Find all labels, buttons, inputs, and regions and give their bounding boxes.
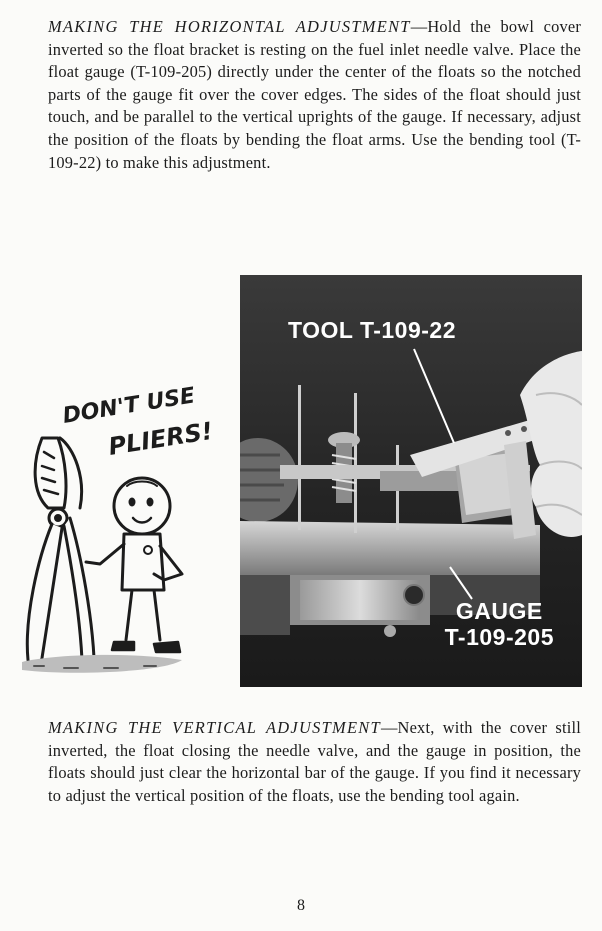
page-number: 8 — [297, 897, 305, 914]
dont-use-pliers-cartoon — [14, 378, 234, 690]
gauge-label-line2: T-109-205 — [444, 624, 554, 650]
vertical-adjustment-heading: MAKING THE VERTICAL ADJUSTMENT — [48, 718, 381, 737]
cartoon-caption-line1: DON'T USE — [61, 383, 197, 429]
vertical-adjustment-paragraph — [48, 717, 581, 807]
horizontal-adjustment-paragraph — [48, 16, 581, 174]
cartoon-character — [86, 478, 182, 652]
gauge-label-line1: GAUGE — [455, 598, 543, 624]
horizontal-adjustment-text: —Hold the bowl cover inverted so the float bracket is resting on the fuel inlet needle valve. Place the float gauge (T-109-205) directly under the center of the floats so the notched parts of the gauge fit over the cover edges. The sides of the float should just touch, and be parallel to the vertical uprights of the gauge. If necessary, adjust the position of the floats by bending the float arms. Use the bending tool (T-109-22) to make this adjustment. — [48, 17, 581, 172]
gauge-label — [445, 598, 554, 650]
tool-and-gauge-photo — [240, 275, 582, 687]
cartoon-caption-line2: PLIERS! — [106, 416, 215, 461]
pliers-cartoon-illustration — [14, 378, 234, 690]
horizontal-adjustment-heading: MAKING THE HORIZONTAL ADJUSTMENT — [48, 17, 411, 36]
vertical-adjustment-text: —Next, with the cover still inverted, the float closing the needle valve, and the gauge in position, the floats should just clear the horizontal bar of the gauge. If you find it necessary to adjust the vertical position of the floats, use the bending tool again. — [48, 718, 581, 805]
pliers-drawing — [27, 438, 94, 667]
tool-label: TOOL T-109-22 — [288, 317, 456, 343]
